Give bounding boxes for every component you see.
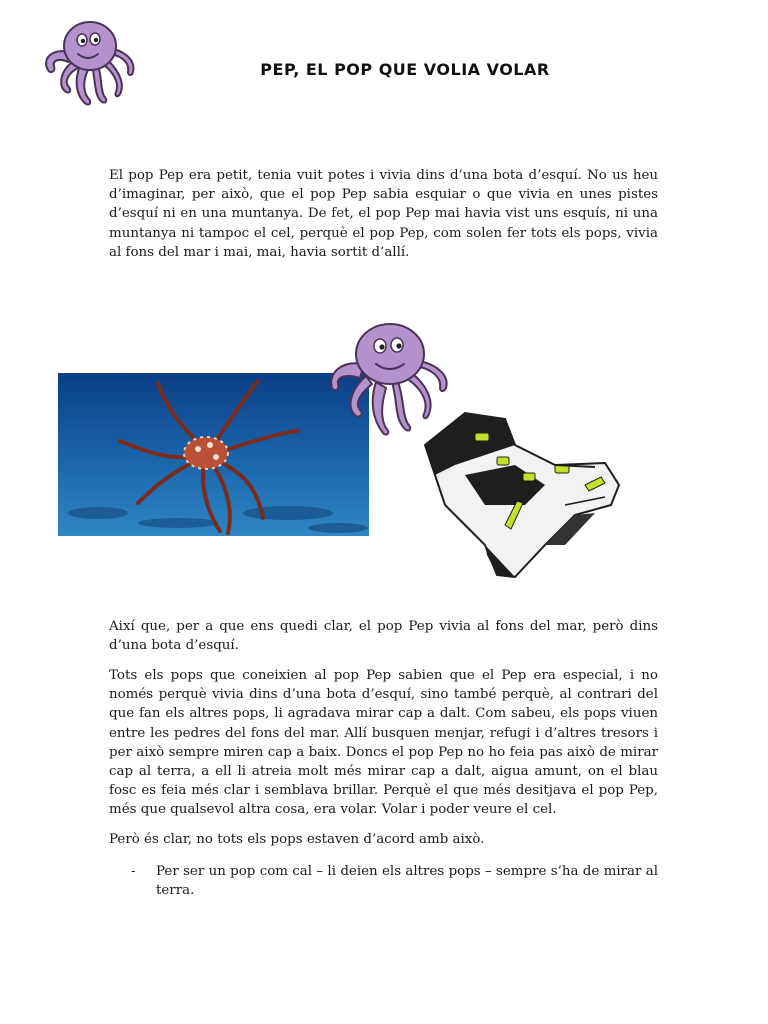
dialogue-line	[131, 862, 658, 900]
dialogue-text: Per ser un pop com cal – li deien els altres pops – sempre s’ha de mirar al terra.	[156, 864, 658, 899]
cartoon-octopus-logo	[30, 10, 140, 110]
paragraph-disagreement: Però és clar, no tots els pops estaven d’acord amb això.	[109, 832, 485, 847]
paragraph-summary: Així que, per a que ens quedi clar, el pop Pep vivia al fons del mar, però dins d’una bota d’esquí.	[109, 619, 658, 654]
dialogue-dash: -	[131, 864, 136, 879]
paragraph-intro: El pop Pep era petit, tenia vuit potes i vivia dins d’una bota d’esquí. No us heu d’imaginar, per això, que el pop Pep sabia esquiar o que vivia en unes pistes d’esquí ni en una muntanya. De fet, el pop Pep mai havia vist uns esquís, ni una muntanya ni tampoc el cel, perquè el pop Pep, com solen fer tots els pops, vivia al fons del mar i mai, mai, havia sortit d’allí.	[109, 168, 658, 260]
document-title: PEP, EL POP QUE VOLIA VOLAR	[260, 60, 550, 79]
ski-boot-photo	[405, 405, 625, 585]
paragraph-pep-special: Tots els pops que coneixien al pop Pep sabien que el Pep era especial, i no només perquè vivia dins d’una bota d’esquí, sino també perquè, al contrari del que fan els altres pops, li agradava mirar cap a dalt. Com sabeu, els pops viuen entre les pedres del fons del mar. Allí busquen menjar, refugi i d’altres tresors i per això sempre miren cap a baix. Doncs el pop Pep no ho feia pas això de mirar cap al terra, a ell li atreia molt més mirar cap a dalt, aigua amunt, on el blau fosc es feia més clar i semblava brillar. Perquè el que més desitjava el pop Pep, més que qualsevol altra cosa, era volar. Volar i poder veure el cel.	[109, 668, 658, 818]
